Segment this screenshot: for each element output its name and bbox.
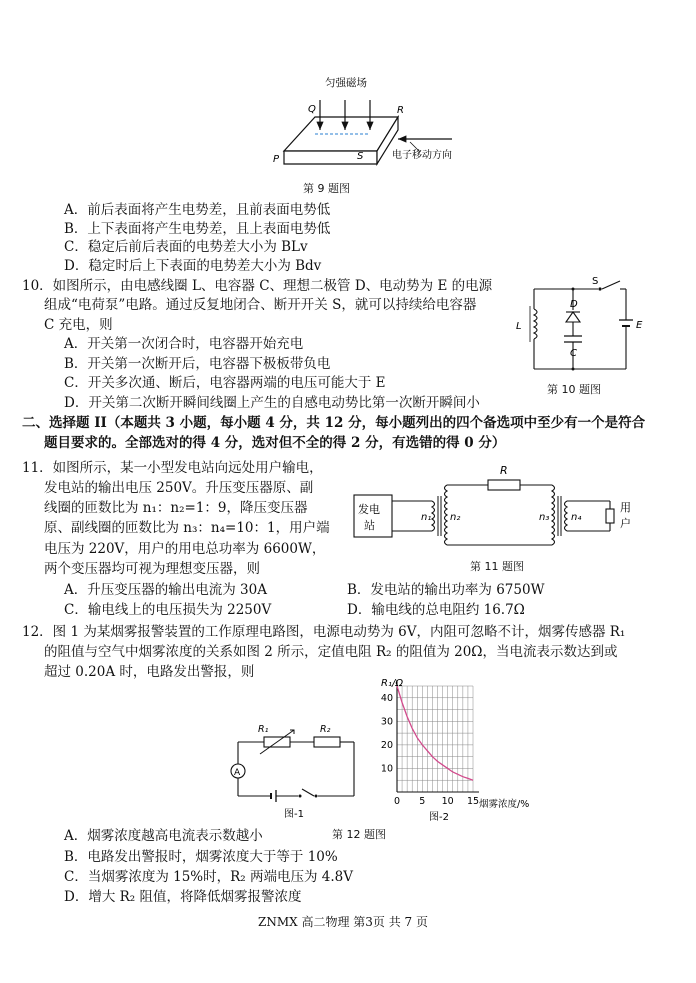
fig9-diagram bbox=[270, 72, 470, 182]
q12-option-b: B．电路发出警报时，烟雾浓度大于等于 10% bbox=[64, 849, 338, 865]
q11-stem-3: 线圈的匝数比为 n₁：n₂=1：9，降压变压器 bbox=[44, 500, 308, 516]
y-tick-label: 10 bbox=[380, 763, 393, 775]
q10-option-c: C．开关多次通、断后，电容器两端的电压可能大于 E bbox=[64, 375, 386, 391]
x-tick-label: 10 bbox=[441, 796, 454, 807]
fig9-caption: 第 9 题图 bbox=[303, 182, 350, 195]
fig9-label-r: R bbox=[397, 105, 404, 116]
fig11-station-1: 发电 bbox=[358, 503, 380, 516]
q10-stem-3: C 充电，则 bbox=[44, 317, 113, 333]
fig12-2-ylabel: R₁/Ω bbox=[381, 678, 403, 689]
q9-option-c: C．稳定后前后表面的电势差大小为 BLv bbox=[64, 239, 308, 255]
fig12-1-label-r1: R₁ bbox=[258, 724, 269, 735]
fig9-electron-label: 电子移动方向 bbox=[392, 150, 452, 161]
fig10-circuit bbox=[516, 276, 646, 376]
fig12-2-chart bbox=[375, 674, 575, 824]
fig11-caption: 第 11 题图 bbox=[470, 560, 524, 573]
fig12-1-label-r2: R₂ bbox=[320, 724, 331, 735]
fig11-user-1: 用 bbox=[620, 501, 631, 514]
fig11-label-n1: n₁ bbox=[421, 512, 432, 523]
q11-stem-1: 11．如图所示，某一小型发电站向远处用户输电， bbox=[22, 460, 323, 476]
fig10-label-e: E bbox=[636, 320, 643, 331]
q12-option-d: D．增大 R₂ 阻值，将降低烟雾报警浓度 bbox=[64, 889, 302, 905]
fig11-user-2: 户 bbox=[620, 517, 631, 530]
fig10-label-d: D bbox=[570, 299, 578, 310]
fig9-label-s: S bbox=[357, 151, 364, 162]
fig11-label-n2: n₂ bbox=[450, 512, 461, 523]
q12-stem-3: 超过 0.20A 时，电路发出警报，则 bbox=[44, 664, 255, 680]
fig9-label-q: Q bbox=[308, 104, 316, 115]
fig10-label-l: L bbox=[516, 321, 522, 332]
q12-option-c: C．当烟雾浓度为 15%时，R₂ 两端电压为 4.8V bbox=[64, 869, 354, 885]
q11-stem-5: 电压为 220V，用户的用电总功率为 6600W， bbox=[44, 541, 326, 557]
y-tick-label: 40 bbox=[380, 692, 393, 704]
q10-option-b: B．开关第一次断开后，电容器下极板带负电 bbox=[64, 356, 331, 372]
fig9-label-p: P bbox=[273, 154, 280, 165]
fig10-label-s: S bbox=[592, 276, 599, 287]
fig12-2-xlabel: 烟雾浓度/% bbox=[479, 799, 530, 810]
fig11-station-2: 站 bbox=[364, 519, 375, 532]
q9-option-d: D．稳定时后上下表面的电势差大小为 Bdv bbox=[64, 258, 322, 274]
fig10-caption: 第 10 题图 bbox=[547, 383, 601, 396]
x-tick-label: 5 bbox=[419, 796, 426, 807]
fig9-field-label: 匀强磁场 bbox=[325, 77, 367, 89]
x-tick-label: 15 bbox=[466, 796, 480, 807]
q10-option-d: D．开关第二次断开瞬间线圈上产生的自感电动势比第一次断开瞬间小 bbox=[64, 395, 480, 411]
fig12-caption: 第 12 题图 bbox=[332, 828, 386, 841]
x-tick-label: 0 bbox=[393, 796, 401, 807]
fig12-2-caption: 图-2 bbox=[429, 812, 449, 823]
q9-option-b: B．上下表面将产生电势差，且上表面电势低 bbox=[64, 221, 331, 237]
fig10-label-c: C bbox=[570, 348, 577, 359]
q12-stem-1: 12．图 1 为某烟雾报警装置的工作原理电路图，电源电动势为 6V，内阻可忽略不计，烟雾传感器 R₁ bbox=[22, 624, 626, 640]
fig12-1-caption: 图-1 bbox=[284, 809, 304, 820]
fig12-1-label-a: A bbox=[234, 768, 241, 778]
section2-line2: 题目要求的。全部选对的得 4 分，选对但不全的得 2 分，有选错的得 0 分） bbox=[44, 435, 506, 451]
fig11-label-n3: n₃ bbox=[539, 512, 550, 523]
q10-stem-2: 组成“电荷泵”电路。通过反复地闭合、断开开关 S，就可以持续给电容器 bbox=[44, 297, 477, 313]
q11-stem-6: 两个变压器均可视为理想变压器，则 bbox=[44, 561, 260, 577]
y-tick-label: 20 bbox=[380, 739, 393, 751]
q10-option-a: A．开关第一次闭合时，电容器开始充电 bbox=[64, 336, 304, 352]
q11-option-d: D．输电线的总电阻约 16.7Ω bbox=[347, 602, 525, 618]
q11-stem-2: 发电站的输出电压 250V。升压变压器原、副 bbox=[44, 480, 314, 496]
fig11-circuit bbox=[352, 463, 652, 548]
q12-option-a: A．烟雾浓度越高电流表示数越小 bbox=[64, 828, 263, 844]
y-tick-label: 30 bbox=[380, 716, 393, 728]
q11-option-c: C．输电线上的电压损失为 2250V bbox=[64, 602, 272, 618]
fig12-1-circuit bbox=[226, 720, 366, 820]
q11-stem-4: 原、副线圈的匝数比为 n₃：n₄=10：1，用户端 bbox=[44, 520, 330, 536]
q11-option-a: A．升压变压器的输出电流为 30A bbox=[64, 582, 267, 598]
q9-option-a: A．前后表面将产生电势差，且前表面电势低 bbox=[64, 202, 331, 218]
q10-stem-1: 10．如图所示，由电感线圈 L、电容器 C、理想二极管 D、电动势为 E 的电源 bbox=[22, 278, 493, 294]
q11-option-b: B．发电站的输出功率为 6750W bbox=[347, 582, 545, 598]
fig11-label-r: R bbox=[500, 464, 508, 477]
q12-stem-2: 的阻值与空气中烟雾浓度的关系如图 2 所示，定值电阻 R₂ 的阻值为 20Ω，当电流表示数达到或 bbox=[44, 644, 618, 660]
section2-line1: 二、选择题 II（本题共 3 小题，每小题 4 分，共 12 分，每小题列出的四个备选项中至少有一个是符合 bbox=[22, 415, 646, 431]
fig11-label-n4: n₄ bbox=[571, 512, 582, 523]
page-footer: ZNMX 高二物理 第3页 共 7 页 bbox=[258, 915, 429, 929]
